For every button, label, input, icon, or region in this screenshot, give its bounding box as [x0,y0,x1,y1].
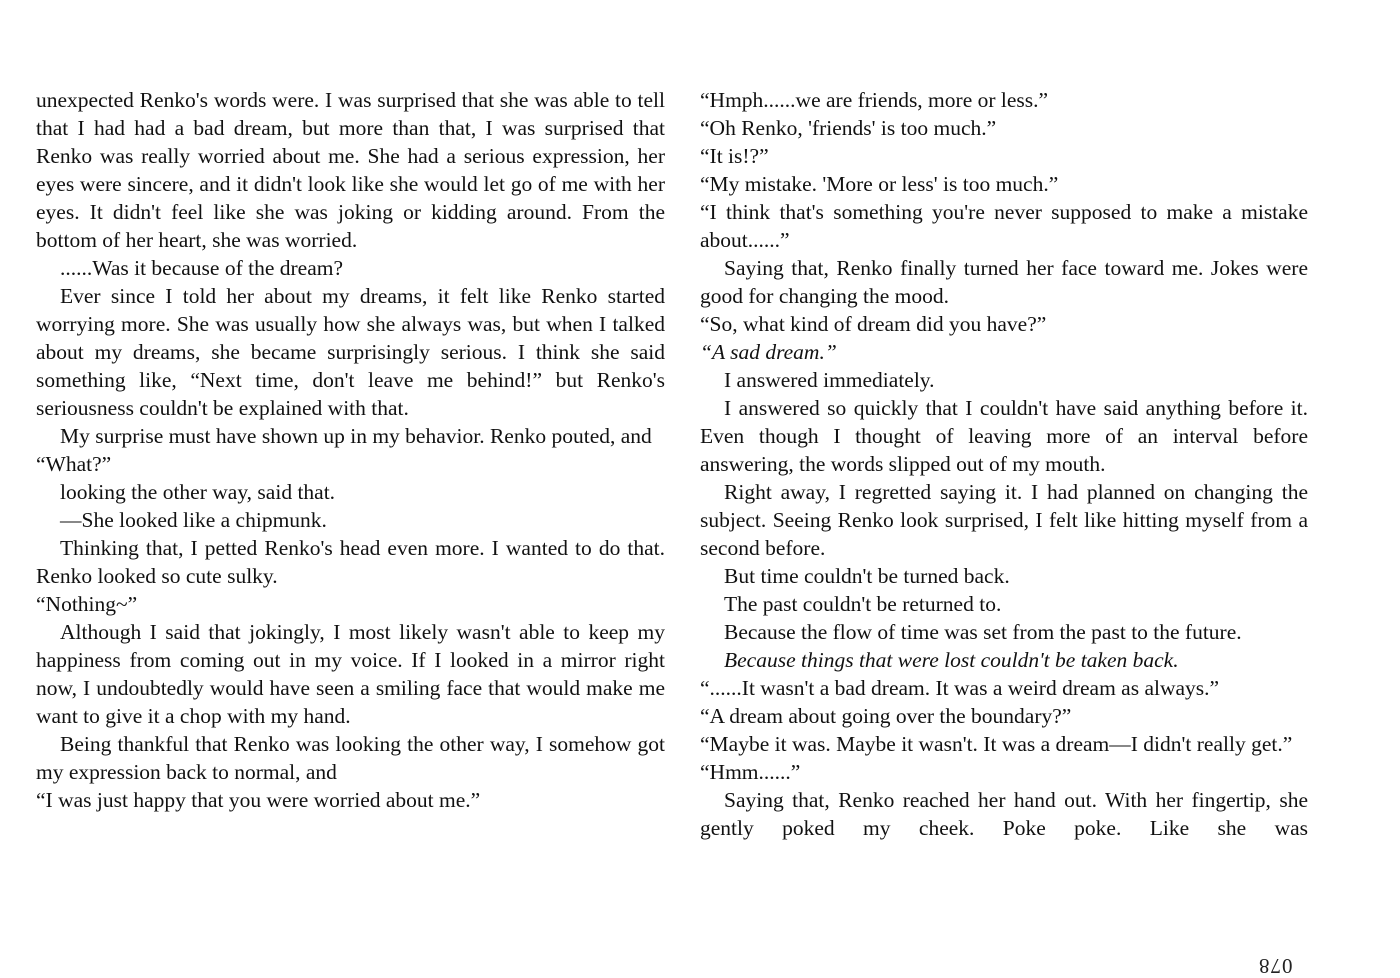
paragraph: My surprise must have shown up in my behavior. Renko pouted, and [60,424,652,448]
paragraph: “Hmph......we are friends, more or less.” [700,88,1049,112]
paragraph: “What?” [36,452,112,476]
paragraph: “Maybe it was. Maybe it wasn't. It was a dream—I didn't really get.” [700,732,1293,756]
paragraph: “So, what kind of dream did you have?” [700,312,1047,336]
paragraph: Saying that, Renko finally turned her face toward me. Jokes were good for changing the mood. [700,256,1308,308]
paragraph: “I think that's something you're never supposed to make a mistake about......” [700,200,1308,252]
paragraph: Being thankful that Renko was looking the other way, I somehow got my expression back to normal, and [36,732,665,784]
paragraph: “It is!?” [700,144,769,168]
paragraph: Ever since I told her about my dreams, it felt like Renko started worrying more. She was usually how she always was, but when I talked about my dreams, she became surprisingly serious. I think she said something like, “Next time, don't leave me behind!” but Renko's seriousness couldn't be explained with that. [36,284,665,420]
paragraph: “Hmm......” [700,760,801,784]
paragraph: Because the flow of time was set from the past to the future. [724,620,1242,644]
left-text-column [36,86,665,814]
paragraph: ......Was it because of the dream? [60,256,344,280]
paragraph: Although I said that jokingly, I most likely wasn't able to keep my happiness from coming out in my voice. If I looked in a mirror right now, I undoubtedly would have seen a smiling face that would make me want to give it a chop with my hand. [36,620,665,728]
paragraph: Right away, I regretted saying it. I had planned on changing the subject. Seeing Renko look surprised, I felt like hitting myself from a second before. [700,480,1308,560]
paragraph: “......It wasn't a bad dream. It was a weird dream as always.” [700,676,1220,700]
paragraph: “I was just happy that you were worried about me.” [36,788,481,812]
page-number: 078 [1258,954,1293,978]
paragraph: —She looked like a chipmunk. [60,508,327,532]
paragraph: Thinking that, I petted Renko's head even more. I wanted to do that. Renko looked so cute sulky. [36,536,665,588]
paragraph: unexpected Renko's words were. I was surprised that she was able to tell that I had had a bad dream, but more than that, I was surprised that Renko was really worried about me. She had a serious expression, her eyes were sincere, and it didn't look like she would let go of me with her eyes. It didn't feel like she was joking or kidding around. From the bottom of her heart, she was worried. [36,88,665,252]
paragraph: I answered immediately. [724,368,935,392]
paragraph: I answered so quickly that I couldn't have said anything before it. Even though I thought of leaving more of an interval before answering, the words slipped out of my mouth. [700,396,1308,476]
paragraph: looking the other way, said that. [60,480,336,504]
right-text-column [700,86,1308,842]
paragraph: But time couldn't be turned back. [724,564,1010,588]
paragraph: “My mistake. 'More or less' is too much.” [700,172,1059,196]
paragraph: “A sad dream.” [700,340,837,364]
paragraph: Saying that, Renko reached her hand out. With her fingertip, she gently poked my cheek. Poke poke. Like she was [700,788,1308,840]
paragraph: “A dream about going over the boundary?” [700,704,1072,728]
paragraph: Because things that were lost couldn't be taken back. [724,648,1179,672]
paragraph: “Nothing~” [36,592,138,616]
paragraph: “Oh Renko, 'friends' is too much.” [700,116,997,140]
paragraph: The past couldn't be returned to. [724,592,1002,616]
